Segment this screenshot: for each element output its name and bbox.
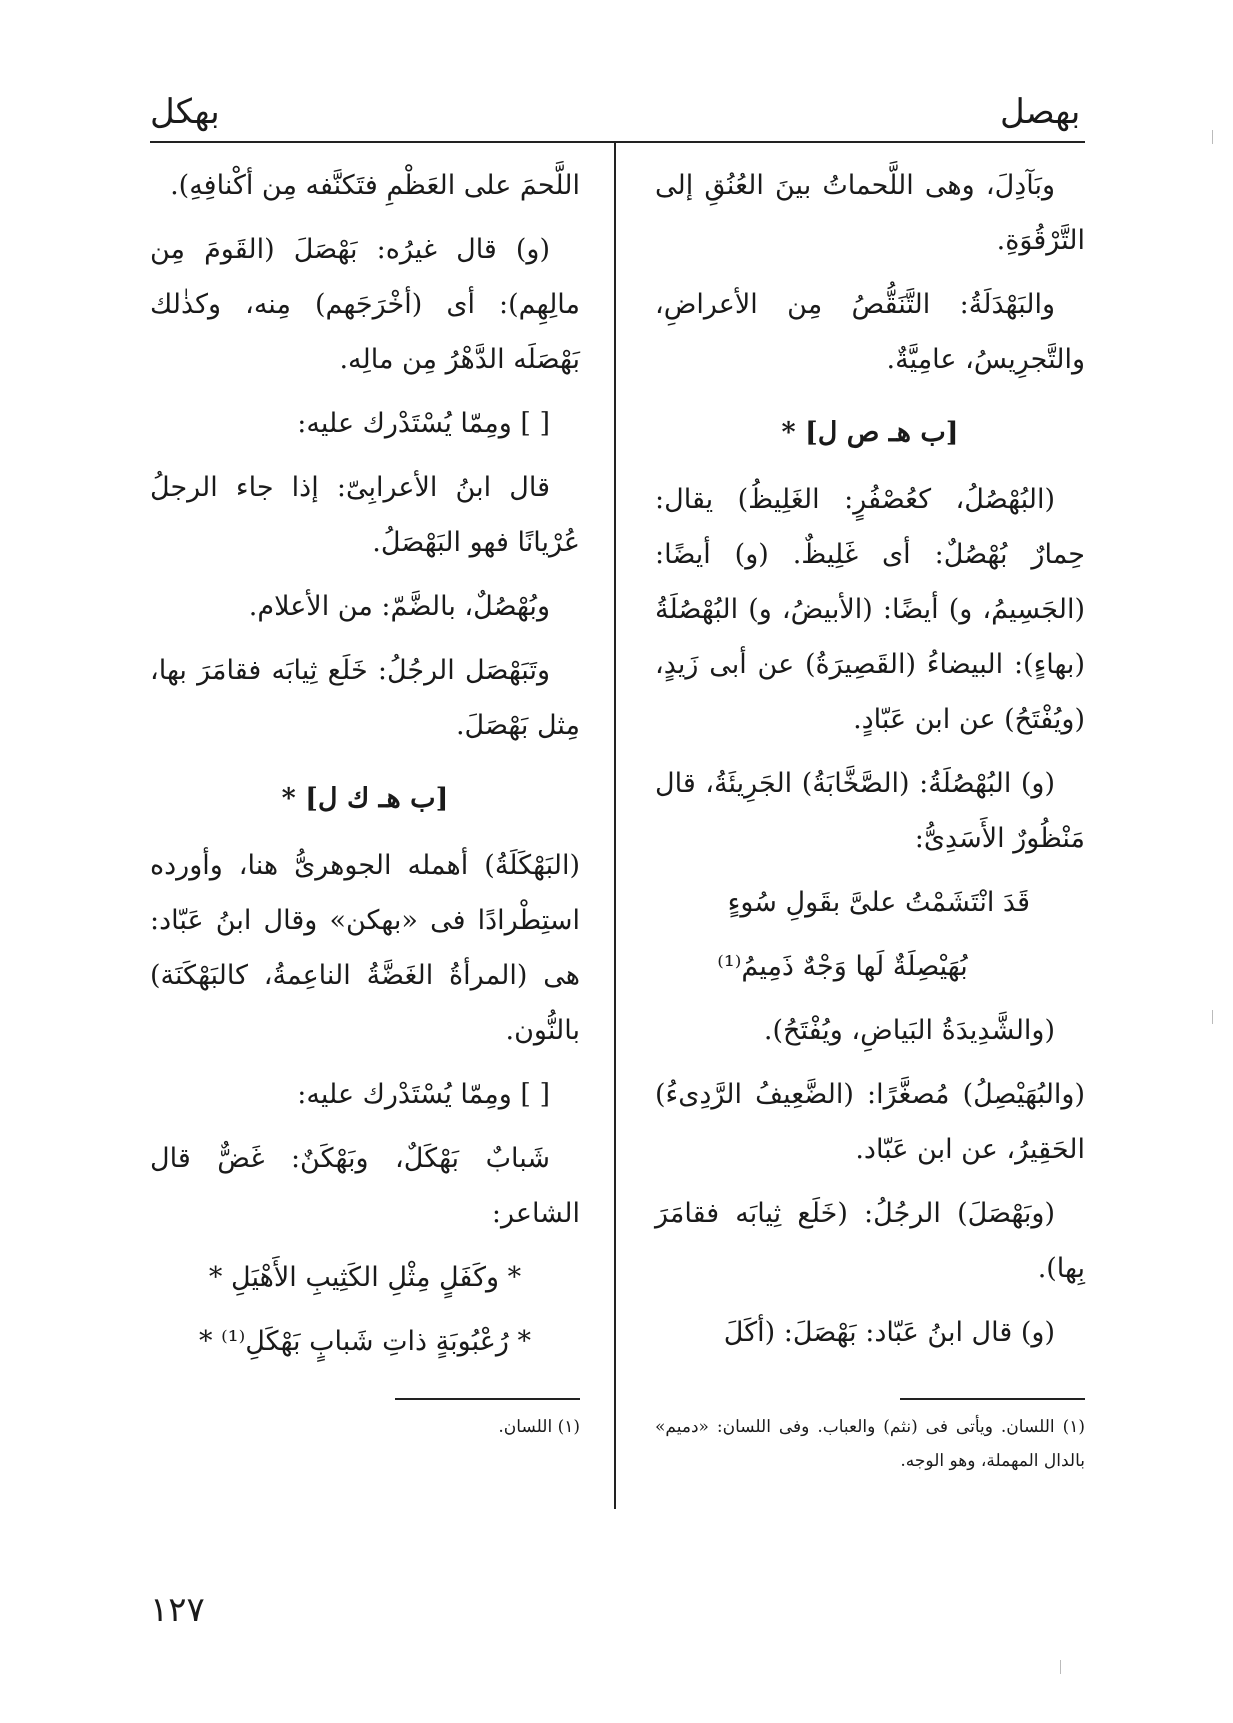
paragraph: [ ] ومِمّا يُسْتَدْرك عليه:: [297, 1079, 550, 1110]
paragraph: (والبُهَيْصِلُ) مُصغَّرًا: (الضَّعِيفُ الرَّدِىءُ) الحَقِيرُ، عن ابن عَبّاد.: [655, 1079, 1085, 1165]
footnote-rule: [395, 1398, 580, 1400]
paragraph: وتَبَهْصَل الرجُلُ: خَلَع ثِيابَه فقامَرَ بها، مِثل بَهْصَلَ.: [150, 655, 580, 741]
paragraph: (وبَهْصَلَ) الرجُلُ: (خَلَع ثِيابَه فقامَرَ بِها).: [655, 1198, 1085, 1284]
running-header-left: بهكل: [150, 92, 220, 132]
entry-heading: [ب هـ ص ل] *: [781, 417, 959, 448]
left-column: [150, 158, 580, 1378]
right-column: [655, 158, 1085, 1369]
paragraph: (و) قال غيرُه: بَهْصَلَ (القَومَ مِن مالِهِم): أى (أخْرَجَهم) مِنه، وكذٰلك بَهْصَلَه الدَّهْرُ مِن مالِه.: [150, 234, 580, 375]
header-rule: [150, 141, 1085, 143]
paragraph: [ ] ومِمّا يُسْتَدْرك عليه:: [297, 408, 550, 439]
footnote-rule: [900, 1398, 1085, 1400]
scan-mark: [1212, 130, 1213, 144]
paragraph: وبَآدِلَ، وهى اللَّحماتُ بينَ العُنُقِ إلى التَّرْقُوَةِ.: [655, 170, 1085, 256]
paragraph: وبُهْصُلٌ، بالضَّمّ: من الأعلام.: [248, 591, 550, 622]
entry-heading: [ب هـ ك ل] *: [281, 783, 449, 814]
footnote: (١) اللسان. ويأتى فى (نثم) والعباب. وفى اللسان: «دميم» بالدال المهملة، وهو الوجه.: [655, 1417, 1085, 1471]
scan-mark: [1212, 1010, 1213, 1024]
running-header-right: بهصل: [1000, 92, 1081, 132]
paragraph: قال ابنُ الأعرابِىّ: إذا جاء الرجلُ عُرْيانًا فهو البَهْصَلُ.: [150, 472, 580, 558]
paragraph: (و) قال ابنُ عَبّاد: بَهْصَلَ: (أكَلَ: [723, 1317, 1055, 1348]
poem-line: * رُعْبُوبَةٍ ذاتِ شَبابٍ بَهْكَلِ⁽¹⁾ *: [199, 1326, 531, 1357]
page-number: ١٢٧: [150, 1590, 205, 1630]
paragraph: (البَهْكَلَةُ) أهمله الجوهرىُّ هنا، وأورده استِطْرادًا فى «بهكن» وقال ابنُ عَبّاد: هى (المرأةُ الغَضَّةُ الناعِمةُ، كالبَهْكَنَة) بالنُّون.: [150, 850, 580, 1046]
paragraph: (البُهْصُلُ، كعُصْفُرٍ: الغَلِيظُ) يقال: حِمارٌ بُهْصُلٌ: أى غَلِيظٌ. (و) أيضًا: (الجَسِيمُ، و) أيضًا: (الأبيضُ، و) البُهْصُلَةُ (بهاءٍ): البيضاءُ (القَصِيرَةُ) عن أبى زَيدٍ، (ويُفْتَحُ) عن ابن عَبّادٍ.: [655, 484, 1085, 735]
paragraph: اللَّحمَ على العَظْمِ فتَكنَّفه مِن أكْنافِهِ).: [170, 170, 580, 201]
poem-line: * وكَفَلٍ مِثْلِ الكَثِيبِ الأَهْيَلِ *: [208, 1262, 522, 1293]
verse-line: قَدَ انْتَشَمْتُ علىَّ بقَولِ سُوءٍ: [727, 887, 1030, 918]
footnote: (١) اللسان.: [498, 1417, 580, 1437]
column-separator: [614, 141, 616, 1509]
paragraph: (و) البُهْصُلَةُ: (الصَّخَّابَةُ) الجَرِيئَةُ، قال مَنْظُورٌ الأَسَدِىُّ:: [655, 768, 1085, 854]
scan-mark: [1060, 1660, 1061, 1674]
paragraph: شَبابٌ بَهْكَلٌ، وبَهْكَنٌ: غَضٌّ قال الشاعر:: [150, 1143, 580, 1229]
paragraph: والبَهْدَلَةُ: التَّنَقُّصُ مِن الأعراضِ، والتَّجرِيسُ، عامِيَّةٌ.: [655, 289, 1085, 375]
verse-line: بُهَيْصِلَةٌ لَها وَجْهٌ ذَمِيمُ⁽¹⁾: [717, 951, 968, 982]
paragraph: (والشَّدِيدَةُ البَياضِ، ويُفْتَحُ).: [763, 1015, 1055, 1046]
